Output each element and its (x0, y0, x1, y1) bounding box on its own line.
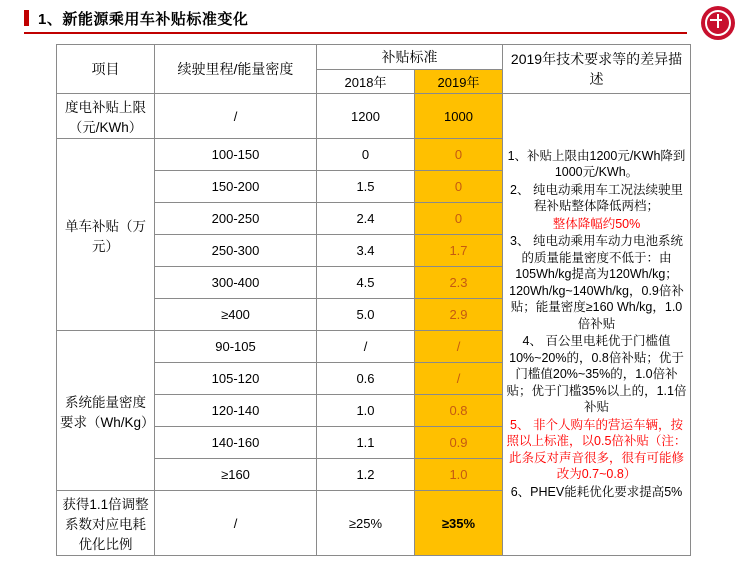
col-header-range-density: 续驶里程/能量密度 (155, 45, 317, 94)
range-cell: 140-160 (155, 427, 317, 459)
value-2019: ≥35% (415, 491, 503, 556)
range-cell: 90-105 (155, 331, 317, 363)
dongfeng-logo-icon (701, 6, 735, 40)
range-cell: ≥160 (155, 459, 317, 491)
desc-line: 1、补贴上限由1200元/KWh降到1000元/KWh。 (507, 148, 686, 180)
value-2019: 2.9 (415, 299, 503, 331)
table-header-row-1 (57, 45, 691, 70)
value-2019: 0.9 (415, 427, 503, 459)
range-cell: / (155, 491, 317, 556)
value-2019: 0 (415, 171, 503, 203)
logo-inner-shape (705, 10, 731, 36)
value-2018: 1.2 (317, 459, 415, 491)
value-2018: 1.0 (317, 395, 415, 427)
table-row (57, 94, 691, 139)
range-cell: 150-200 (155, 171, 317, 203)
value-2018: / (317, 331, 415, 363)
value-2018: 0.6 (317, 363, 415, 395)
desc-line: 2、 纯电动乘用车工况法续驶里程补贴整体降低两档； (510, 182, 683, 214)
group-label-adjust-coefficient: 获得1.1倍调整系数对应电耗优化比例 (57, 491, 155, 556)
desc-line-highlight: 5、 非个人购车的营运车辆，按照以上标准，以0.5倍补贴（注：此条反对声音很多，很有可能修改为0.7~0.8） (506, 417, 687, 482)
header-divider (24, 32, 687, 34)
difference-description (503, 94, 691, 556)
group-label-kwh-cap: 度电补贴上限（元/KWh） (57, 94, 155, 139)
range-cell: 200-250 (155, 203, 317, 235)
range-cell: 250-300 (155, 235, 317, 267)
range-cell: / (155, 94, 317, 139)
group-label-vehicle-subsidy: 单车补贴（万元） (57, 139, 155, 331)
col-header-item: 项目 (57, 45, 155, 94)
page-title: 1、新能源乘用车补贴标准变化 (38, 11, 249, 28)
value-2018: 4.5 (317, 267, 415, 299)
value-2018: 5.0 (317, 299, 415, 331)
value-2019: 1.0 (415, 459, 503, 491)
subsidy-table-container (56, 44, 690, 560)
header-accent-bar (24, 10, 29, 26)
value-2019: 1000 (415, 94, 503, 139)
col-header-2019: 2019年 (415, 70, 503, 94)
value-2019: 0 (415, 203, 503, 235)
value-2019: 0.8 (415, 395, 503, 427)
value-2018: 0 (317, 139, 415, 171)
value-2018: 3.4 (317, 235, 415, 267)
value-2018: 2.4 (317, 203, 415, 235)
col-header-difference: 2019年技术要求等的差异描述 (503, 45, 691, 94)
value-2019: / (415, 331, 503, 363)
value-2019: 1.7 (415, 235, 503, 267)
desc-line: 4、 百公里电耗优于门槛值10%~20%的，0.8倍补贴；优于门槛值20%~35%的，1.0倍补贴；优于门槛35%以上的，1.1倍补贴 (506, 334, 687, 415)
range-cell: 100-150 (155, 139, 317, 171)
value-2018: 1.1 (317, 427, 415, 459)
range-cell: 120-140 (155, 395, 317, 427)
range-cell: 105-120 (155, 363, 317, 395)
value-2019: / (415, 363, 503, 395)
desc-line-highlight: 整体降幅约50% (552, 216, 641, 231)
value-2019: 2.3 (415, 267, 503, 299)
value-2018: ≥25% (317, 491, 415, 556)
range-cell: 300-400 (155, 267, 317, 299)
col-header-2018: 2018年 (317, 70, 415, 94)
col-header-subsidy-standard: 补贴标准 (317, 45, 503, 70)
subsidy-table (56, 44, 691, 556)
value-2018: 1.5 (317, 171, 415, 203)
range-cell: ≥400 (155, 299, 317, 331)
group-label-energy-density: 系统能量密度要求（Wh/Kg） (57, 331, 155, 491)
value-2019: 0 (415, 139, 503, 171)
desc-line: 3、 纯电动乘用车动力电池系统的质量能量密度不低于：由105Wh/kg提高为120Wh/kg；120Wh/kg~140Wh/kg，0.9倍补贴；能量密度≥160 Wh/kg，1.0倍补贴 (509, 234, 684, 331)
slide-header (24, 8, 687, 38)
value-2018: 1200 (317, 94, 415, 139)
desc-line: 6、PHEV能耗优化要求提高5% (510, 484, 683, 499)
